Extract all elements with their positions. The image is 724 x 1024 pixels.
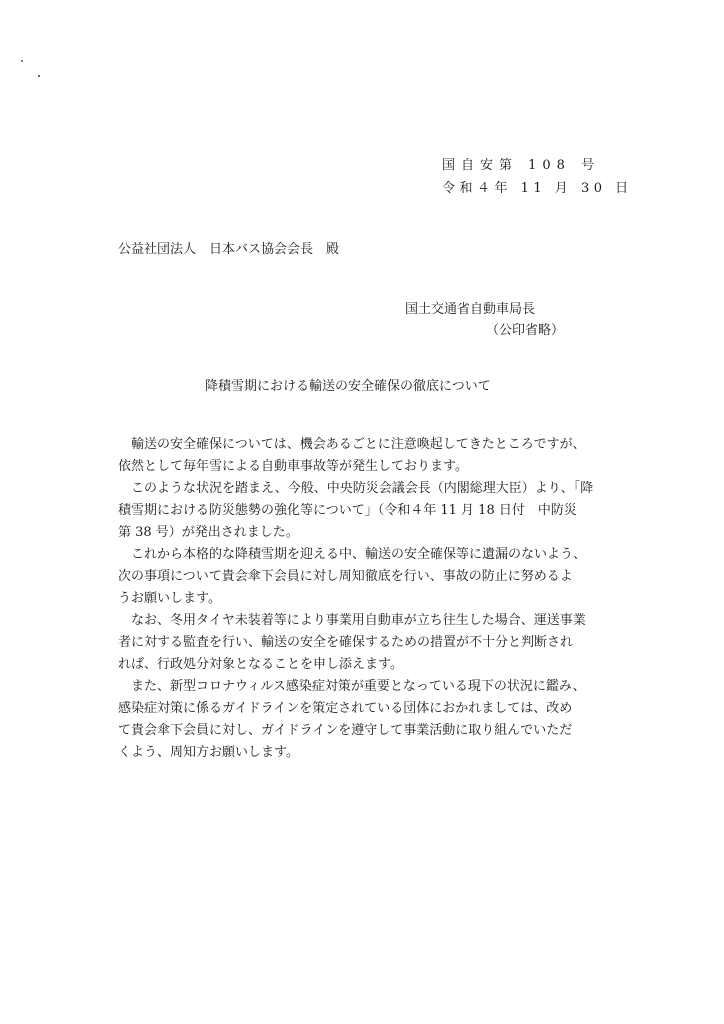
scan-speck	[21, 60, 23, 62]
body-line: これから本格的な降積雪期を迎える中、輸送の安全確保等に遺漏のないよう、	[118, 547, 587, 562]
body-line: 積雪期における防災態勢の強化等について」（令和４年 11 月 18 日付 中防災	[118, 503, 577, 518]
body-line: くよう、周知方お願いします。	[118, 745, 299, 760]
scan-speck	[38, 75, 40, 77]
body-line: また、新型コロナウィルス感染症対策が重要となっている現下の状況に鑑み、	[118, 679, 586, 694]
body-line: このような状況を踏まえ、今般、中央防災会議会長（内閣総理大臣）より、「降	[118, 481, 594, 496]
body-line: 感染症対策に係るガイドラインを策定されている団体におかれましては、改め	[118, 701, 573, 716]
body-line: て貴会傘下会員に対し、ガイドラインを遵守して事業活動に取り組んでいただ	[118, 723, 573, 738]
body-line: 輸送の安全確保については、機会あるごとに注意喚起してきたところですが、	[118, 437, 586, 452]
addressee: 公益社団法人 日本バス協会会長 殿	[118, 242, 340, 257]
document-date: 令和４年 11 月 30 日	[442, 181, 633, 196]
body-line: 依然として毎年雪による自動車事故等が発生しております。	[118, 459, 468, 474]
body-line: なお、冬用タイヤ未装着等により事業用自動車が立ち往生した場合、運送事業	[118, 613, 586, 628]
document-body	[118, 434, 608, 764]
seal-omitted-note: （公印省略）	[486, 323, 565, 338]
document-subject: 降積雪期における輸送の安全確保の徹底について	[205, 379, 491, 394]
body-line: うお願いします。	[118, 591, 221, 606]
body-line: 者に対する監査を行い、輸送の安全を確保するための措置が不十分と判断され	[118, 635, 574, 650]
document-number: 国自安第 108 号	[442, 158, 601, 173]
body-line: 第 38 号）が発出されました。	[118, 525, 299, 540]
body-line: 次の事項について貴会傘下会員に対し周知徹底を行い、事故の防止に努めるよ	[118, 569, 573, 584]
sender-name: 国土交通省自動車局長	[405, 302, 536, 317]
body-line: れば、行政処分対象となることを申し添えます。	[118, 657, 403, 672]
